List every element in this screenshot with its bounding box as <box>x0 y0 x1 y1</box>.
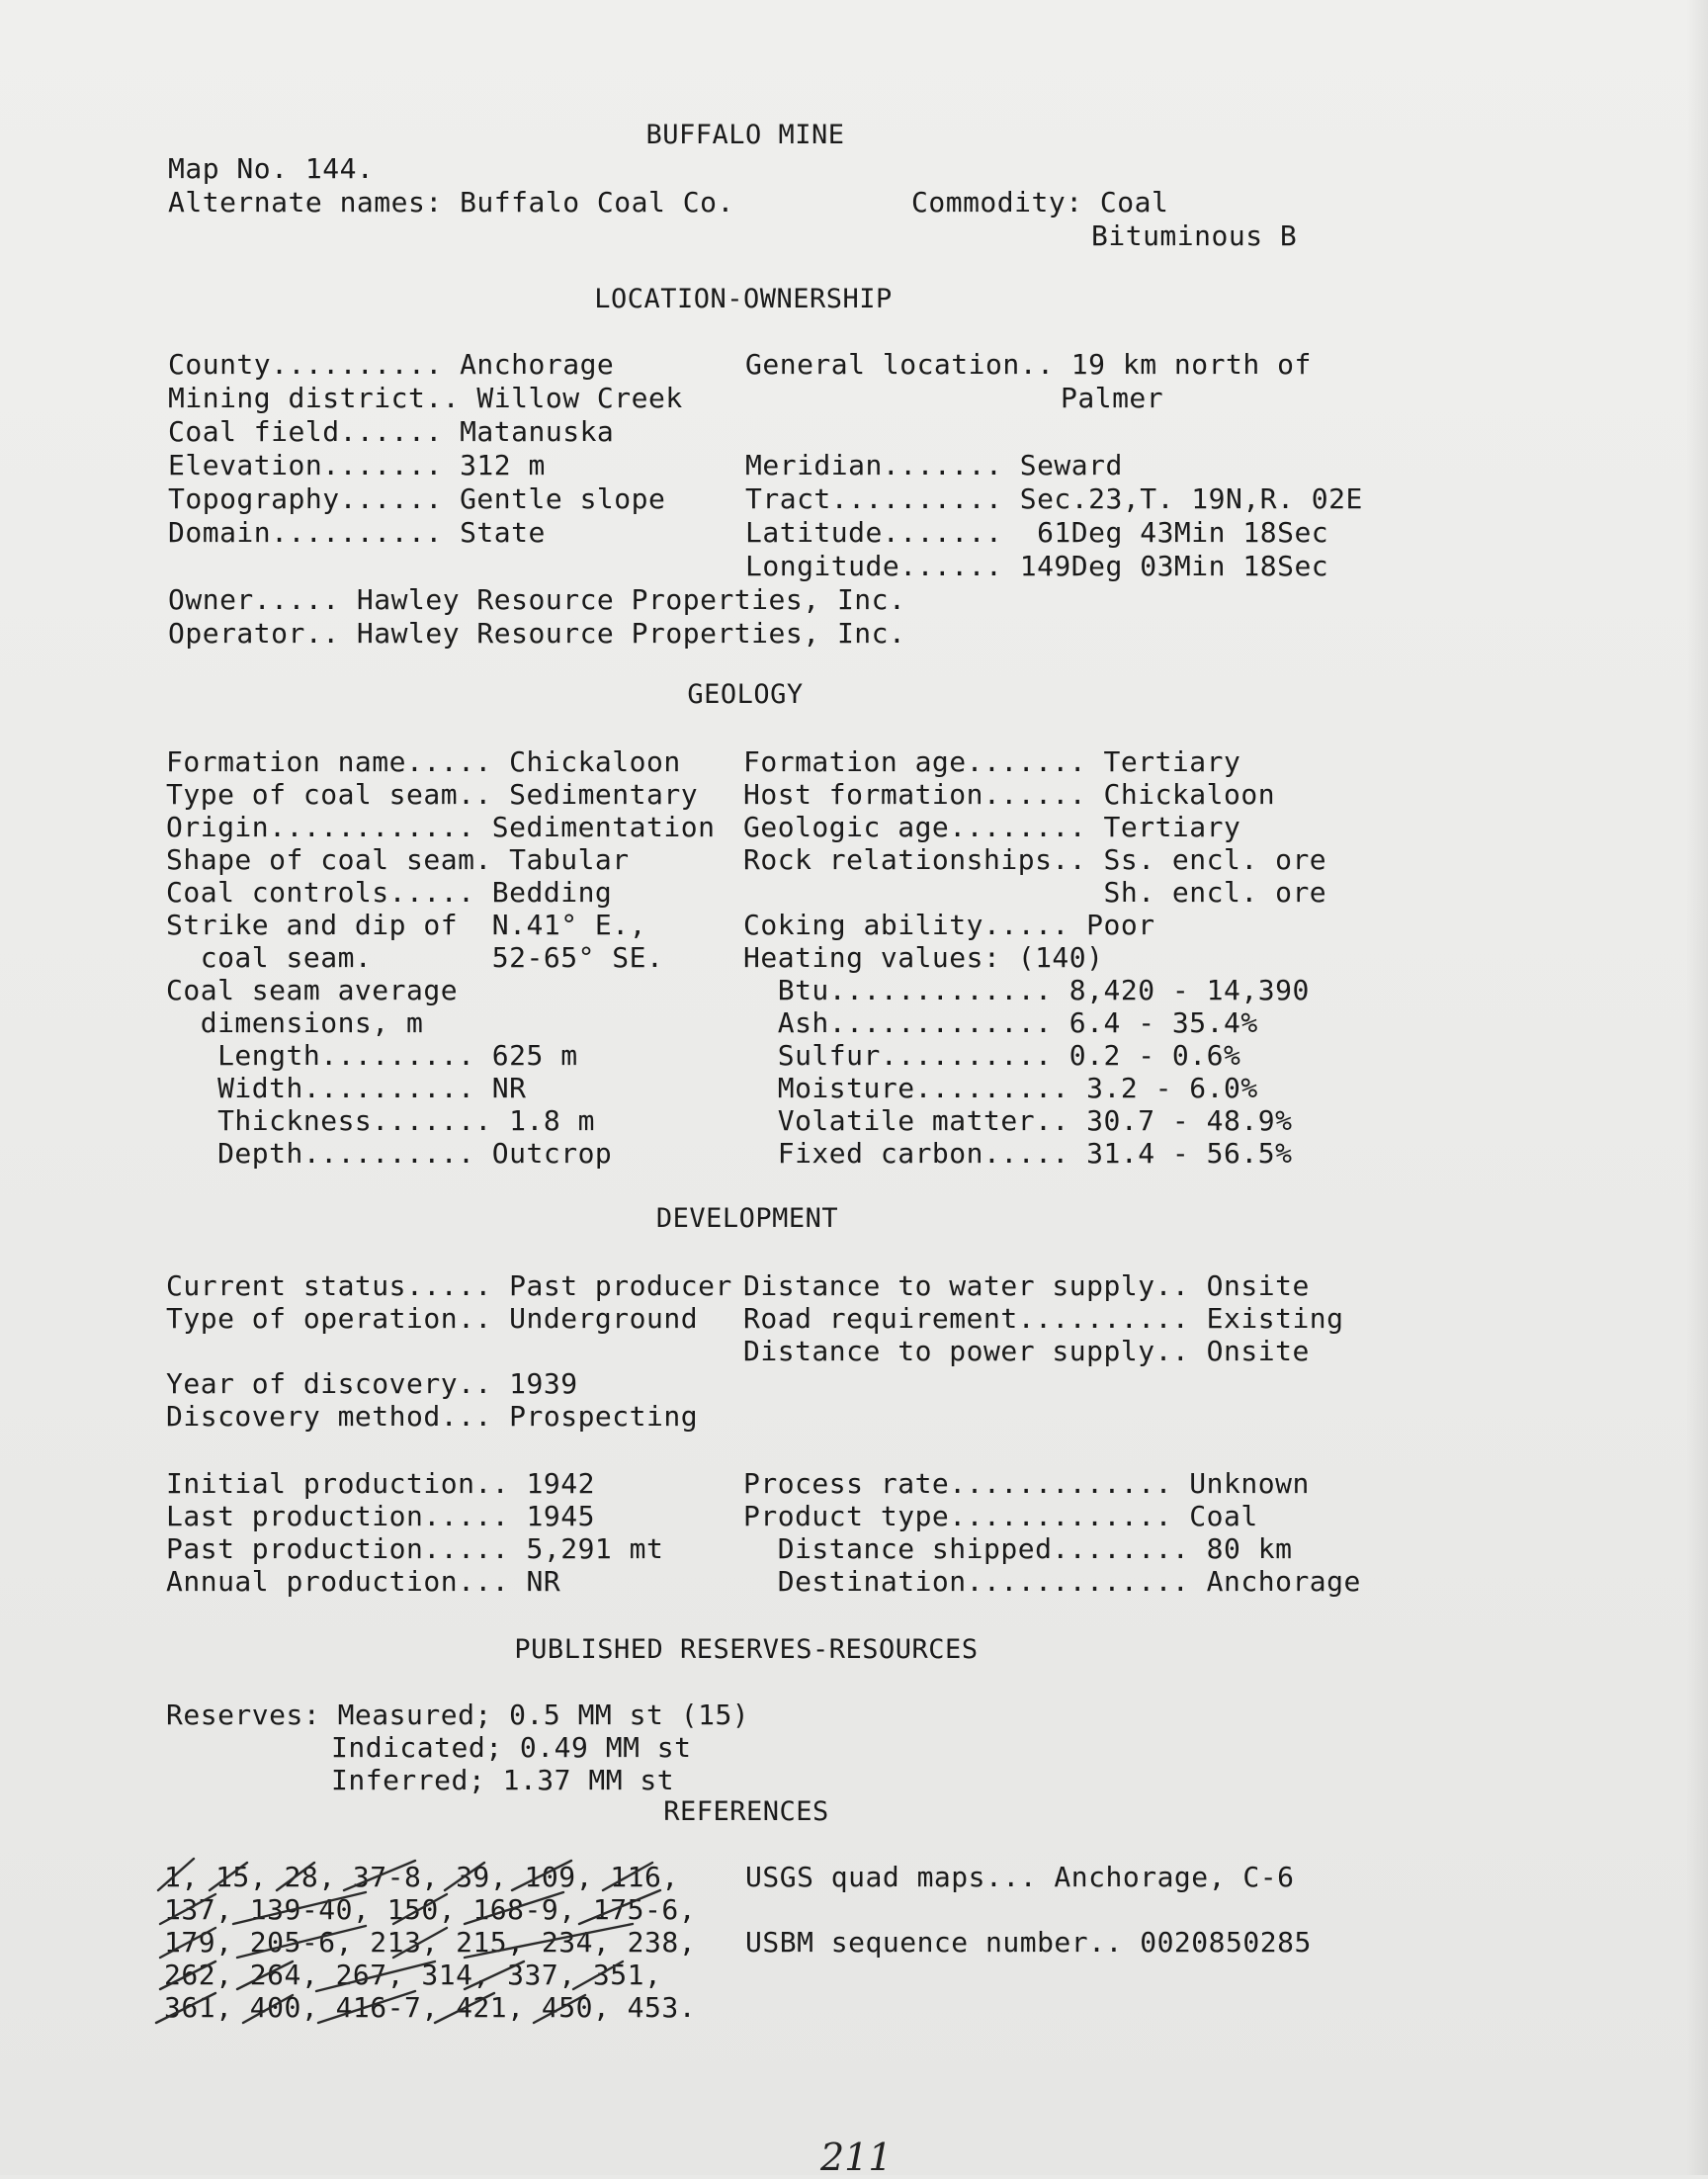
meridian-field: Meridian....... Seward <box>745 449 1123 481</box>
strike-mark <box>210 1863 247 1890</box>
reserves-heading: PUBLISHED RESERVES-RESOURCES <box>514 1634 979 1665</box>
geology-left-line: Origin............ Sedimentation <box>166 811 716 843</box>
reserves-indicated: Indicated; 0.49 MM st <box>331 1731 692 1764</box>
discovery-method-field: Discovery method... Prospecting <box>166 1400 699 1433</box>
strike-mark <box>465 1961 524 1989</box>
mining-district-field: Mining district.. Willow Creek <box>168 382 683 414</box>
road-requirement-field: Road requirement.......... Existing <box>743 1302 1344 1335</box>
strike-mark <box>156 1993 215 2023</box>
geology-left-line: Shape of coal seam. Tabular <box>166 843 630 876</box>
longitude-field: Longitude...... 149Deg 03Min 18Sec <box>745 550 1329 582</box>
geology-left-line: coal seam. 52-65° SE. <box>166 941 664 974</box>
initial-production-field: Initial production.. 1942 <box>166 1467 595 1500</box>
strike-mark <box>603 1863 652 1890</box>
map-number: Map No. 144. <box>168 152 375 185</box>
strike-mark <box>158 1859 194 1890</box>
strike-mark <box>573 1961 623 1989</box>
destination-field: Destination............. Anchorage <box>743 1565 1361 1598</box>
current-status-field: Current status..... Past producer <box>166 1269 732 1302</box>
process-rate-field: Process rate............. Unknown <box>743 1467 1310 1500</box>
distance-shipped-field: Distance shipped........ 80 km <box>743 1532 1293 1565</box>
geology-right-line: Heating values: (140) <box>743 941 1104 974</box>
reserves-inferred: Inferred; 1.37 MM st <box>331 1764 675 1796</box>
type-of-operation-field: Type of operation.. Underground <box>166 1302 699 1335</box>
operator-field: Operator.. Hawley Resource Properties, Inc. <box>168 617 906 650</box>
past-production-field: Past production..... 5,291 mt <box>166 1532 664 1565</box>
strike-mark <box>318 1991 415 2023</box>
geology-right-line: Volatile matter.. 30.7 - 48.9% <box>743 1104 1293 1137</box>
development-heading: DEVELOPMENT <box>655 1203 839 1234</box>
usbm-sequence-number: USBM sequence number.. 0020850285 <box>745 1926 1312 1959</box>
strike-mark <box>465 1924 633 1958</box>
references-heading: REFERENCES <box>663 1796 829 1827</box>
geology-heading: GEOLOGY <box>687 679 804 710</box>
geology-right-line: Sulfur.......... 0.2 - 0.6% <box>743 1039 1241 1072</box>
strike-mark <box>393 1894 447 1924</box>
latitude-field: Latitude....... 61Deg 43Min 18Sec <box>745 516 1329 549</box>
strike-mark <box>579 1890 660 1924</box>
last-production-field: Last production..... 1945 <box>166 1500 595 1532</box>
geology-left-line: Formation name..... Chickaloon <box>166 745 681 778</box>
geology-right-line: Moisture......... 3.2 - 6.0% <box>743 1072 1258 1104</box>
reserves-measured: Reserves: Measured; 0.5 MM st (15) <box>166 1699 750 1731</box>
strike-mark <box>160 1961 215 1989</box>
strike-mark <box>512 1861 571 1890</box>
geology-right-line: Host formation...... Chickaloon <box>743 778 1276 811</box>
geology-left-line: Length......... 625 m <box>166 1039 578 1072</box>
product-type-field: Product type............. Coal <box>743 1500 1258 1532</box>
reference-line: 262, 264, 267, 314, 337, 351, <box>164 1959 662 1991</box>
commodity: Commodity: Coal <box>911 186 1169 218</box>
geology-left-line: Type of coal seam.. Sedimentary <box>166 778 699 811</box>
water-supply-field: Distance to water supply.. Onsite <box>743 1269 1310 1302</box>
strike-mark <box>237 1926 366 1958</box>
reference-line: 137, 139-40, 150, 168-9, 175-6, <box>164 1893 697 1926</box>
owner-field: Owner..... Hawley Resource Properties, Inc. <box>168 583 906 616</box>
year-of-discovery-field: Year of discovery.. 1939 <box>166 1367 578 1400</box>
location-ownership-heading: LOCATION-OWNERSHIP <box>594 284 893 314</box>
geology-left-line: Coal seam average <box>166 974 459 1006</box>
domain-field: Domain.......... State <box>168 516 546 549</box>
strike-mark <box>465 1892 563 1924</box>
strike-mark <box>237 1961 293 1989</box>
topography-field: Topography...... Gentle slope <box>168 482 666 515</box>
strike-mark <box>160 1894 215 1924</box>
general-location-field: General location.. 19 km north of <box>745 348 1312 381</box>
geology-left-line: Strike and dip of N.41° E., <box>166 909 647 941</box>
tract-field: Tract.......... Sec.23,T. 19N,R. 02E <box>745 482 1363 515</box>
county-field: County.......... Anchorage <box>168 348 615 381</box>
document-title: BUFFALO MINE <box>645 120 845 150</box>
strike-mark <box>445 1863 484 1890</box>
geology-right-line: Rock relationships.. Ss. encl. ore <box>743 843 1327 876</box>
geology-right-line: Sh. encl. ore <box>743 876 1327 909</box>
strike-mark <box>344 1861 415 1890</box>
page-number: 211 <box>820 2135 893 2179</box>
strike-mark <box>435 1993 494 2023</box>
strike-mark <box>233 1892 366 1924</box>
strike-mark <box>393 1928 447 1958</box>
alternate-names: Alternate names: Buffalo Coal Co. <box>168 186 734 218</box>
strike-mark <box>243 1995 293 2023</box>
general-location-continued: Palmer <box>1061 382 1164 414</box>
geology-right-line: Ash............. 6.4 - 35.4% <box>743 1006 1258 1039</box>
coal-field-field: Coal field...... Matanuska <box>168 415 615 448</box>
reference-line: 361, 400, 416-7, 421, 450, 453. <box>164 1991 697 2024</box>
reference-line: 179, 205-6, 213, 215, 234, 238, <box>164 1926 697 1959</box>
reference-line: 1, 15, 28, 37-8, 39, 109, 116, <box>164 1861 679 1893</box>
strike-mark <box>534 1995 585 2023</box>
usgs-quad-maps: USGS quad maps... Anchorage, C-6 <box>745 1861 1295 1893</box>
commodity-rank: Bituminous B <box>1091 219 1298 252</box>
elevation-field: Elevation....... 312 m <box>168 449 546 481</box>
geology-left-line: Depth.......... Outcrop <box>166 1137 613 1170</box>
geology-left-line: Thickness....... 1.8 m <box>166 1104 595 1137</box>
geology-left-line: Width.......... NR <box>166 1072 527 1104</box>
geology-left-line: dimensions, m <box>166 1006 424 1039</box>
geology-right-line: Coking ability..... Poor <box>743 909 1155 941</box>
geology-right-line: Btu............. 8,420 - 14,390 <box>743 974 1310 1006</box>
strike-mark <box>160 1928 215 1958</box>
strike-mark <box>316 1961 435 1991</box>
geology-right-line: Fixed carbon..... 31.4 - 56.5% <box>743 1137 1293 1170</box>
strike-mark <box>277 1863 314 1890</box>
geology-left-line: Coal controls..... Bedding <box>166 876 613 909</box>
power-supply-field: Distance to power supply.. Onsite <box>743 1335 1310 1367</box>
annual-production-field: Annual production... NR <box>166 1565 561 1598</box>
geology-right-line: Formation age....... Tertiary <box>743 745 1241 778</box>
geology-right-line: Geologic age........ Tertiary <box>743 811 1241 843</box>
